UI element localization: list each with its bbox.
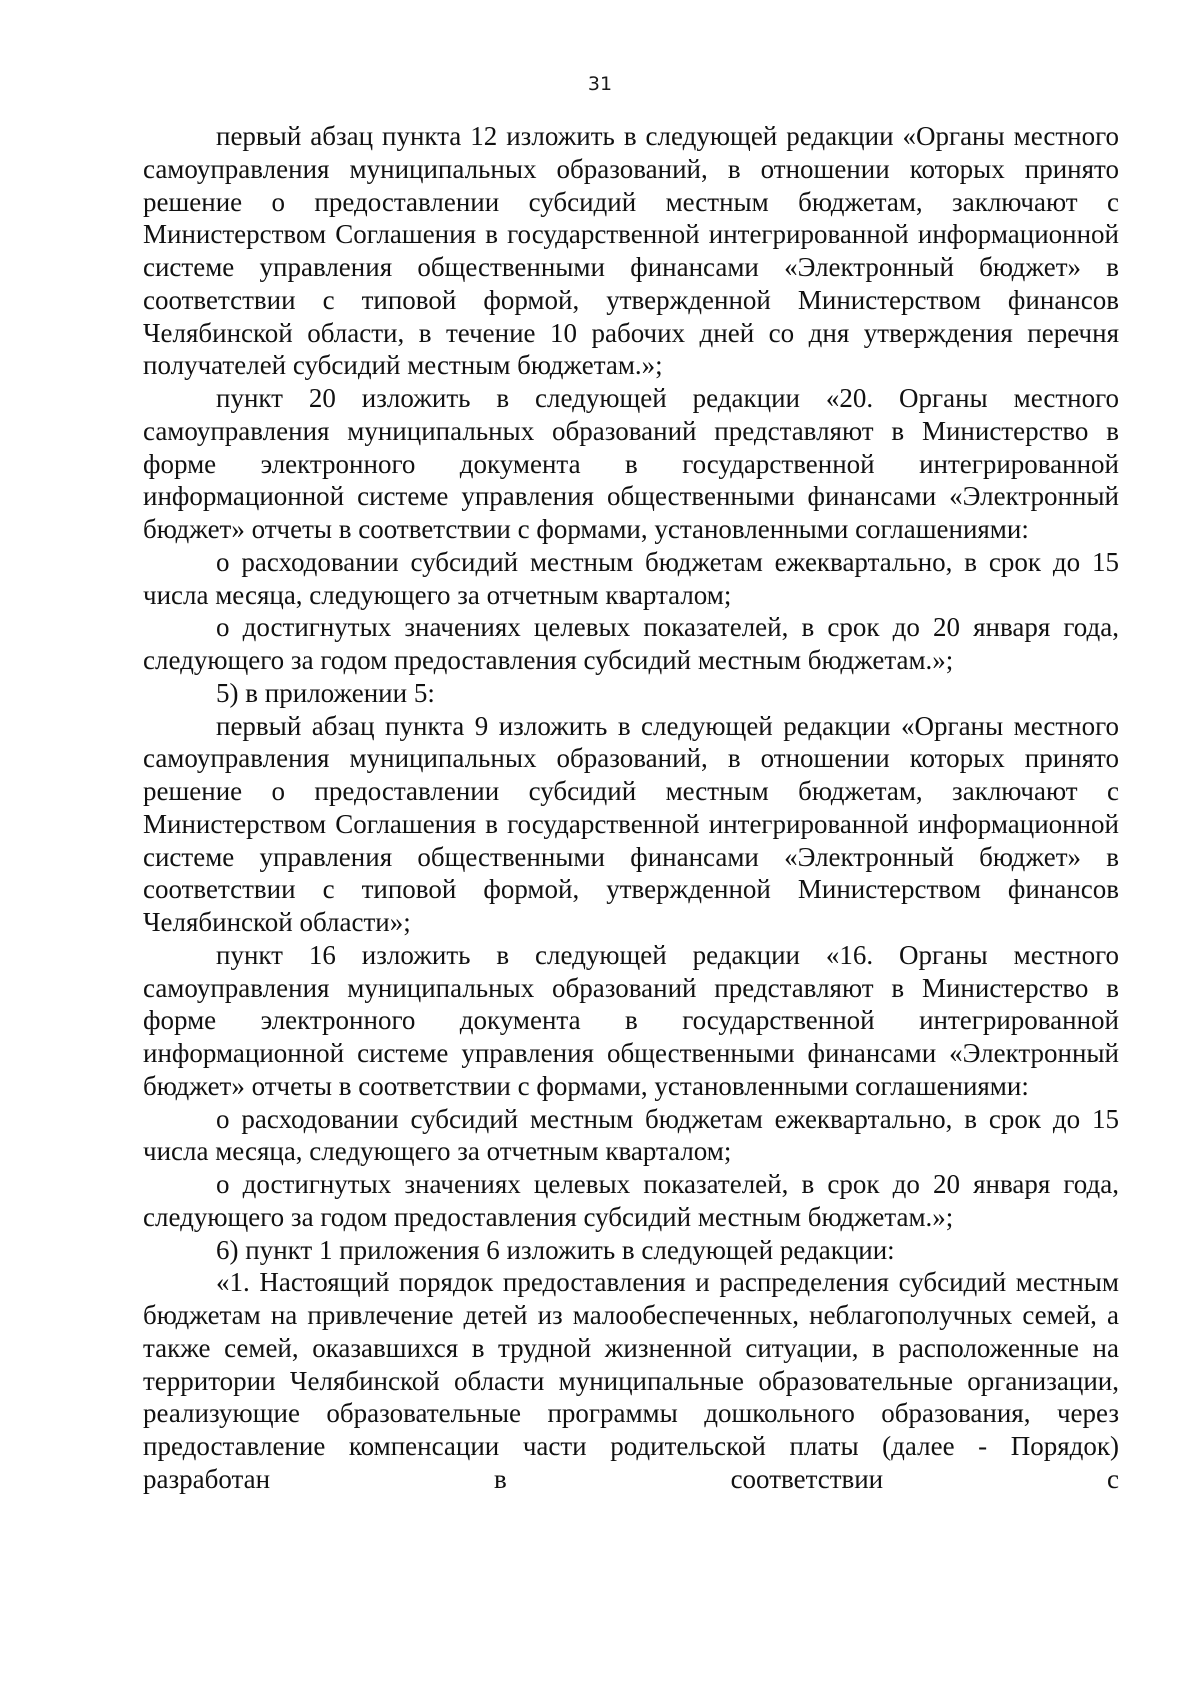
paragraph: о расходовании субсидий местным бюджетам ежеквартально, в срок до 15 числа месяца, следующего за отчетным кварталом;: [143, 1103, 1119, 1167]
paragraph: 5) в приложении 5:: [216, 677, 435, 708]
paragraph: пункт 20 изложить в следующей редакции «20. Органы местного самоуправления муниципальных образований представляют в Министерство в форме электронного документа в государственной интегрированной информационной системе управления общественными финансами «Электронный бюджет» отчеты в соответствии с формами, установленными соглашениями:: [143, 383, 1119, 544]
paragraph: о достигнутых значениях целевых показателей, в срок до 20 января года, следующего за годом предоставления субсидий местным бюджетам.»;: [143, 612, 1119, 675]
paragraph: 6) пункт 1 приложения 6 изложить в следующей редакции:: [216, 1234, 895, 1265]
paragraph: первый абзац пункта 12 изложить в следующей редакции «Органы местного самоуправления муниципальных образований, в отношении которых принято решение о предоставлении субсидий местным бюджетам, заключают с Министерством Соглашения в государственной интегрированной информационной системе управления общественными финансами «Электронный бюджет» в соответствии с типовой формой, утвержденной Министерством финансов Челябинской области, в течение 10 рабочих дней со дня утверждения перечня получателей субсидий местным бюджетам.»;: [143, 121, 1119, 381]
paragraph: о достигнутых значениях целевых показателей, в срок до 20 января года, следующего за годом предоставления субсидий местным бюджетам.»;: [143, 1169, 1119, 1232]
paragraph: «1. Настоящий порядок предоставления и распределения субсидий местным бюджетам на привлечение детей из малообеспеченных, неблагополучных семей, а также семей, оказавшихся в трудной жизненной ситуации, в расположенные на территории Челябинской области муниципальные образовательные организации, реализующие образовательные программы дошкольного образования, через предоставление компенсации части родительской платы (далее - Порядок) разработан в соответствии с: [143, 1267, 1119, 1494]
document-body: [143, 120, 1119, 1496]
paragraph: о расходовании субсидий местным бюджетам ежеквартально, в срок до 15 числа месяца, следующего за отчетным кварталом;: [143, 546, 1119, 610]
paragraph: пункт 16 изложить в следующей редакции «16. Органы местного самоуправления муниципальных образований представляют в Министерство в форме электронного документа в государственной интегрированной информационной системе управления общественными финансами «Электронный бюджет» отчеты в соответствии с формами, установленными соглашениями:: [143, 939, 1119, 1101]
page-number: 31: [587, 73, 613, 95]
paragraph: первый абзац пункта 9 изложить в следующей редакции «Органы местного самоуправления муниципальных образований, в отношении которых принято решение о предоставлении субсидий местным бюджетам, заключают с Министерством Соглашения в государственной интегрированной информационной системе управления общественными финансами «Электронный бюджет» в соответствии с типовой формой, утвержденной Министерством финансов Челябинской области»;: [143, 710, 1119, 937]
